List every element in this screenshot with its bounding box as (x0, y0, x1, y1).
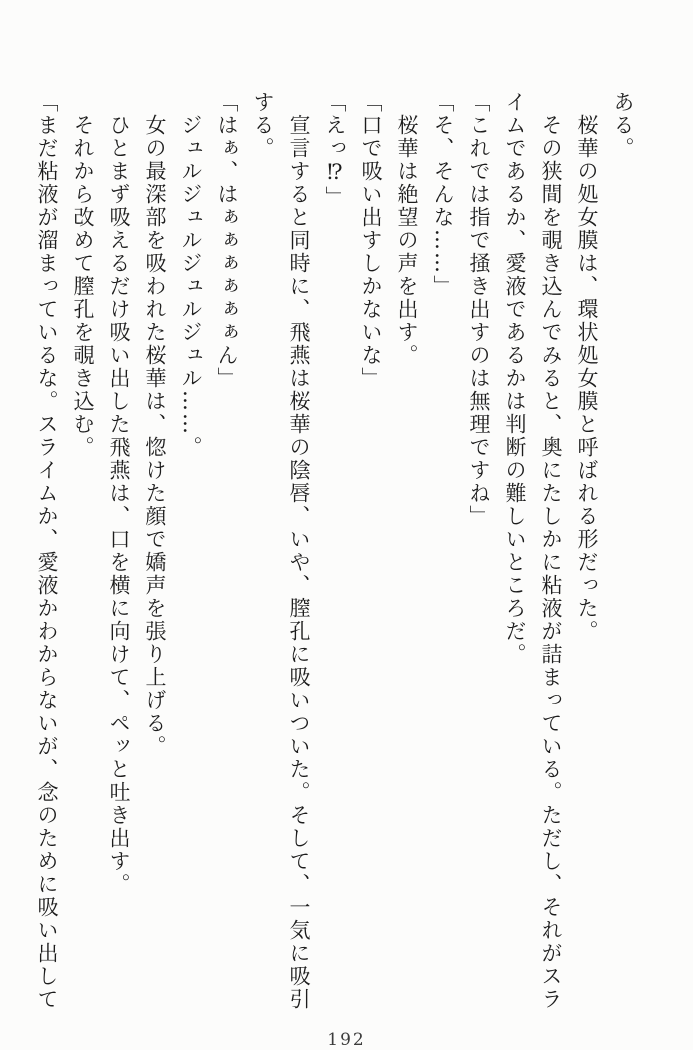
vertical-text-block (29, 91, 641, 1023)
text-line: ある。 (611, 91, 635, 160)
text-line: 女の最深部を吸われた桜華は、惚けた顔で嬌声を張り上げる。 (143, 114, 167, 758)
text-line: それから改めて膣孔を覗き込む。 (71, 114, 95, 459)
text-line: イムであるか、愛液であるかは判断の難しいところだ。 (503, 91, 527, 666)
text-line: 宣言すると同時に、飛燕は桜華の陰唇、いや、膣孔に吸いついた。そして、一気に吸引 (287, 114, 311, 1011)
text-line: 「これでは指で掻き出すのは無理ですね」 (467, 91, 491, 528)
text-line: 「えっ⁉」 (323, 91, 347, 209)
text-line: 「口で吸い出すしかないな」 (359, 91, 383, 390)
page-number: 192 (327, 1030, 366, 1050)
text-line: その狭間を覗き込んでみると、奥にたしかに粘液が詰まっている。ただし、それがスラ (539, 114, 563, 1011)
text-line: 桜華は絶望の声を出す。 (395, 114, 419, 367)
text-line: ジュルジュルジュルジュル……。 (179, 114, 203, 459)
text-line: 「はぁ、はぁぁぁぁぁぁん」 (215, 91, 239, 390)
text-line: 「そ、そんな……」 (431, 91, 455, 298)
text-line: 桜華の処女膜は、環状処女膜と呼ばれる形だった。 (575, 114, 599, 643)
text-line: 「まだ粘液が溜まっているな。スライムか、愛液かわからないが、念のために吸い出して (35, 91, 59, 1011)
text-line: ひとまず吸えるだけ吸い出した飛燕は、口を横に向けて、ペッと吐き出す。 (107, 114, 131, 896)
text-line: する。 (251, 91, 275, 160)
